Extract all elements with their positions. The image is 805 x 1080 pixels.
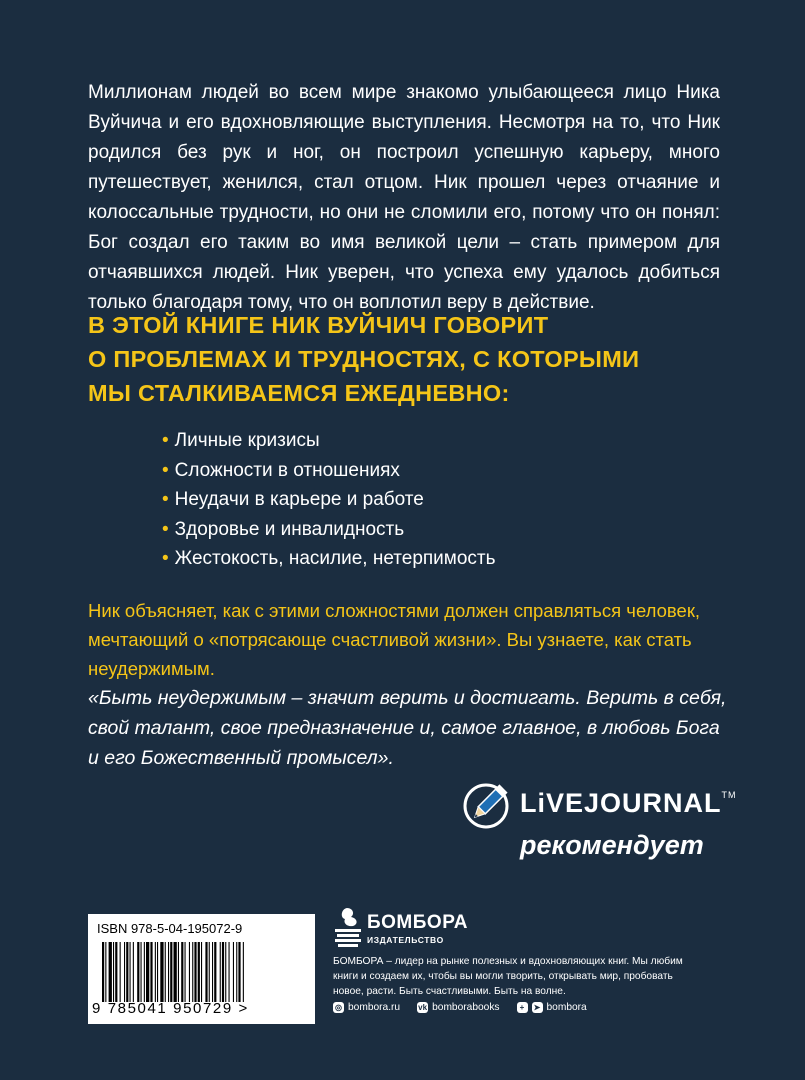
barcode-bar [150,942,152,1002]
headline [88,308,728,410]
barcode-bar [165,942,166,1002]
barcode-bar [141,942,142,1002]
globe-icon: ◎ [333,1002,344,1013]
barcode-bar [137,942,139,1002]
barcode-bar [214,942,216,1002]
barcode-bar [109,942,112,1002]
barcode-bar [144,942,145,1002]
publisher-sub: ИЗДАТЕЛЬСТВО [367,935,444,945]
barcode-bar [194,942,196,1002]
livejournal-wordmark [520,788,737,819]
barcode-bar [124,942,125,1002]
barcode-bar [157,942,158,1002]
bullet-icon: • [162,430,169,451]
barcode-bar [243,942,244,1002]
bullet-icon: • [162,548,169,569]
list-item-text: Сложности в отношениях [174,459,400,481]
recommends-label: рекомендует [520,830,704,860]
list-item [162,485,496,515]
list-item [162,515,496,545]
social-site[interactable] [333,1002,400,1013]
bullet-icon: • [162,518,169,540]
vk-icon: vk [418,1003,428,1012]
social-vk-text: bomborabooks [432,1002,500,1013]
barcode-bar [181,942,183,1002]
barcode-icon [100,942,303,1002]
topics-list [162,426,496,574]
barcode-bar [168,942,169,1002]
barcode-bar [160,942,163,1002]
bullet-icon: • [162,459,169,481]
barcode-bar [133,942,134,1002]
barcode-bar [236,942,237,1002]
barcode-bar [178,942,179,1002]
barcode-bar [113,942,114,1002]
list-item-text: Жестокость, насилие, нетерпимость [174,548,496,569]
barcode-bar [146,942,149,1002]
barcode-bar [198,942,200,1002]
social-site-text: bombora.ru [348,1002,401,1013]
headline-line: В ЭТОЙ КНИГЕ НИК ВУЙЧИЧ ГОВОРИТ [88,312,549,338]
list-item [162,456,496,486]
barcode-bar [189,942,190,1002]
social-telegram[interactable] [517,1002,587,1013]
barcode-bar [130,942,131,1002]
plus-icon: + [517,1002,528,1013]
telegram-icon: ➤ [532,1002,543,1013]
trademark: TM [721,790,737,800]
barcode-bar [212,942,213,1002]
barcode-bar [229,942,230,1002]
publisher-socials [333,1002,587,1013]
isbn-barcode-box [88,914,315,1024]
headline-line: МЫ СТАЛКИВАЕМСЯ ЕЖЕДНЕВНО: [88,380,510,406]
barcode-bar [220,942,221,1002]
bombora-wave-icon [333,906,363,950]
barcode-bar [155,942,156,1002]
barcode-bar [102,942,104,1002]
bullet-icon: • [162,489,169,510]
barcode-bar [238,942,240,1002]
headline-line: О ПРОБЛЕМАХ И ТРУДНОСТЯХ, С КОТОРЫМИ [88,346,640,372]
barcode-bar [126,942,128,1002]
barcode-bar [120,942,121,1002]
publisher-blurb: БОМБОРА – лидер на рынке полезных и вдохновляющих книг. Мы любим книги и создаем их, чтобы вы могли творить, открывать мир, пробовать новое, расти. Быть счастливыми. Быть на волне. [333,956,683,997]
barcode-bar [105,942,106,1002]
list-item-text: Здоровье и инвалидность [174,518,405,540]
livejournal-pencil-icon [462,778,512,832]
livejournal-name: LiVEJOURNAL [520,788,722,818]
list-item [162,426,496,456]
list-item-text: Личные кризисы [174,430,320,451]
barcode-bar [205,942,207,1002]
barcode-bar [201,942,202,1002]
barcode-bar [115,942,117,1002]
barcode-bar [170,942,172,1002]
barcode-bar [192,942,193,1002]
publisher-logo [333,906,473,956]
quote-paragraph: «Быть неудержимым – значит верить и достигать. Верить в себя, свой талант, свое предназначение и, самое главное, в любовь Бога и его Божественный промысел». [88,687,727,769]
barcode-bar [225,942,226,1002]
livejournal-badge [462,774,737,870]
list-item [162,544,496,574]
social-vk[interactable] [417,1002,499,1013]
isbn-label: ISBN 978-5-04-195072-9 [97,921,243,936]
publisher-name: БОМБОРА [367,912,468,933]
barcode-bar [209,942,210,1002]
barcode-bar [233,942,234,1002]
explain-paragraph: Ник объясняет, как с этими сложностями должен справляться человек, мечтающий о «потрясающе счастливой жизни». Вы узнаете, как стать неудержимым. [88,600,701,679]
barcode-bar [185,942,186,1002]
list-item-text: Неудачи в карьере и работе [174,489,424,510]
intro-paragraph: Миллионам людей во всем мире знакомо улыбающееся лицо Ника Вуйчича и его вдохновляющие выступления. Несмотря на то, что Ник родился без рук и ног, он построил успешную карьеру, много путешествует, женился, стал отцом. Ник прошел через отчаяние и колоссальные трудности, но они не сломили его, потому что он понял: Бог создал его таким во имя великой цели – стать примером для отчаявшихся людей. Ник уверен, что успеха ему удалось добиться только благодаря тому, что он воплотил веру в действие. [88,82,720,313]
isbn-digits: 9 785041 950729 > [92,1000,249,1017]
social-telegram-text: bombora [546,1002,587,1013]
barcode-bar [222,942,224,1002]
barcode-bar [174,942,177,1002]
